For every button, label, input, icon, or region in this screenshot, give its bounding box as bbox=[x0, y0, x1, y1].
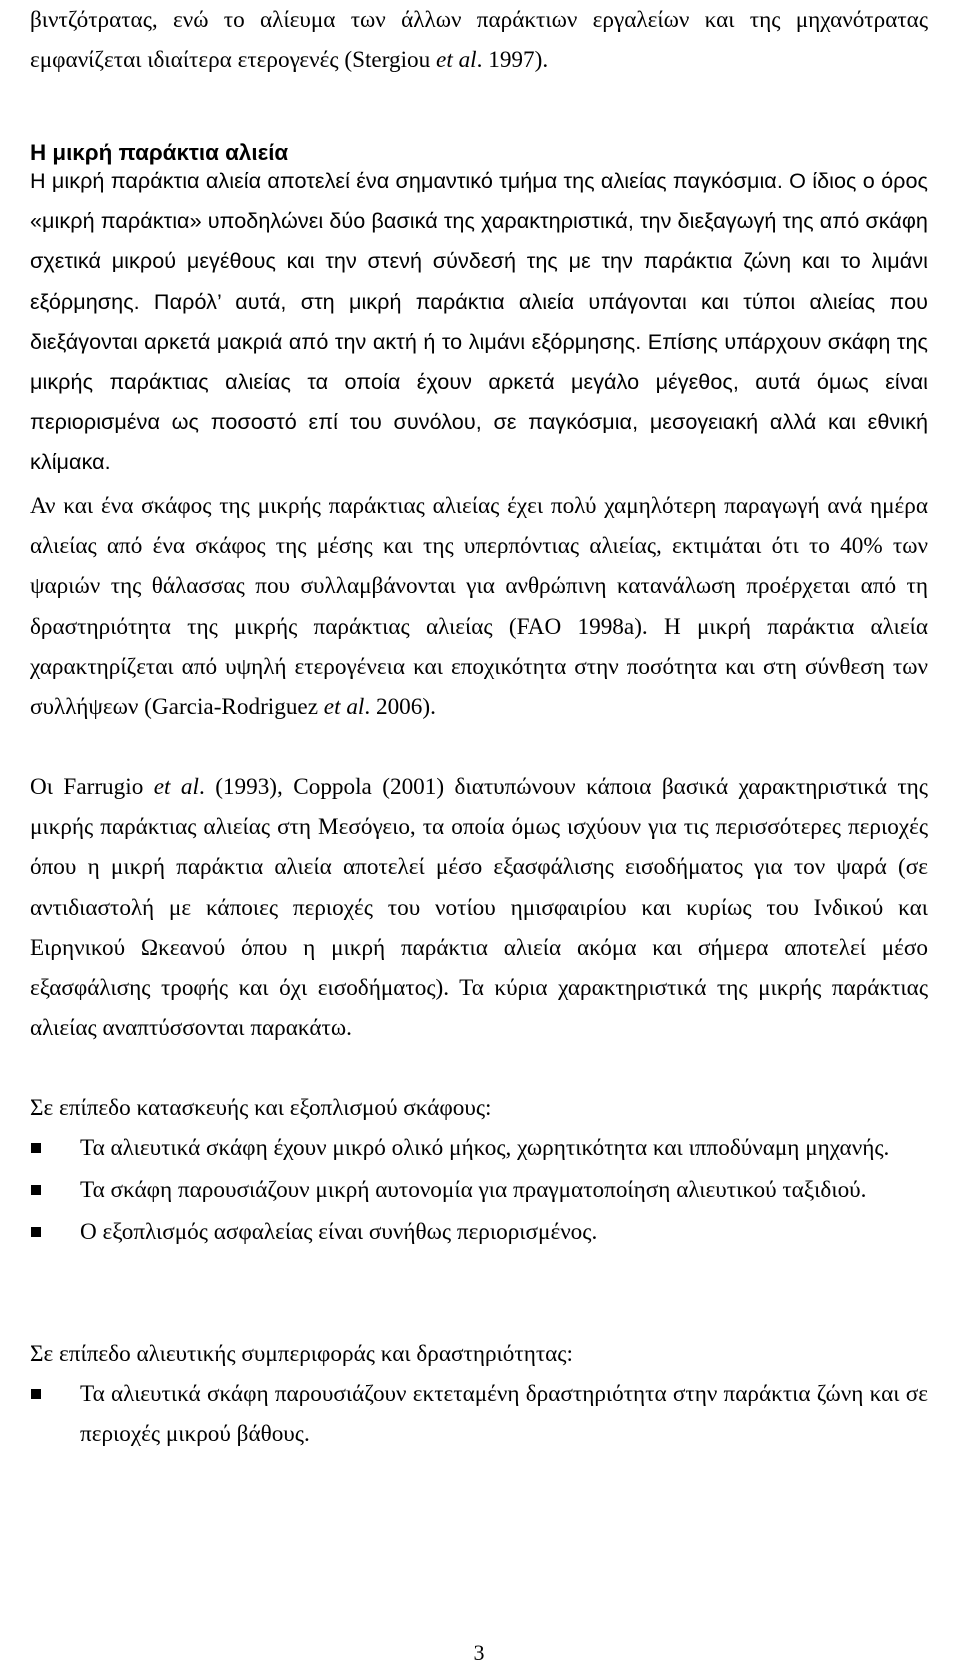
list-item-text: Τα αλιευτικά σκάφη έχουν μικρό ολικό μήκος, χωρητικότητα και ιπποδύναμη μηχανής. bbox=[80, 1135, 890, 1161]
page-number: 3 bbox=[473, 1640, 485, 1665]
paragraph-production bbox=[30, 486, 928, 727]
paragraph-characteristics bbox=[30, 767, 928, 1048]
paragraph-intro: Η μικρή παράκτια αλιεία αποτελεί ένα σημαντικό τμήμα της αλιείας παγκόσμια. Ο ίδιος ο όρος «μικρή παράκτια» υποδηλώνει δύο βασικά της χαρακτηριστικά, την διεξαγωγή της από σκάφη σχετικά μικρού μεγέθους και την στενή σύνδεσή της με την παράκτια ζώνη και το λιμάνι εξόρμησης. Παρόλ’ αυτά, στη μικρή παράκτια αλιεία υπάγονται και τύποι αλιείας που διεξάγονται αρκετά μακριά από την ακτή ή το λιμάνι εξόρμησης. Επίσης υπάρχουν σκάφη της μικρής παράκτιας αλιείας τα οποία έχουν αρκετά μεγάλο μέγεθος, αυτά όμως είναι περιορισμένα ως ποσοστό επί του συνόλου, σε παγκόσμια, μεσογειακή αλλά και εθνική κλίμακα. bbox=[30, 168, 928, 475]
construction-list bbox=[30, 1128, 928, 1255]
list-item-text: Τα σκάφη παρουσιάζουν μικρή αυτονομία για πραγματοποίηση αλιευτικού ταξιδιού. bbox=[80, 1177, 867, 1204]
list-item-text: Τα αλιευτικά σκάφη παρουσιάζουν εκτεταμένη δραστηριότητα στην παράκτια ζώνη και σε περιοχές μικρού βάθους. bbox=[80, 1381, 928, 1448]
square-bullet-icon bbox=[31, 1143, 41, 1153]
square-bullet-icon bbox=[31, 1227, 41, 1237]
paragraph-characteristics-start: Οι Farrugio bbox=[30, 774, 154, 800]
square-bullet-icon bbox=[31, 1185, 41, 1195]
citation-et-al: et al bbox=[436, 47, 477, 74]
continuation-text: βιντζότρατας, ενώ το αλίευμα των άλλων παράκτιων εργαλείων και της μηχανότρατας εμφανίζεται ιδιαίτερα ετερογενές (Stergiou bbox=[30, 7, 928, 74]
list-item bbox=[30, 1374, 928, 1454]
continuation-tail: . 1997). bbox=[476, 47, 549, 74]
construction-intro: Σε επίπεδο κατασκευής και εξοπλισμού σκάφους: bbox=[30, 1095, 492, 1121]
square-bullet-icon bbox=[31, 1389, 41, 1399]
list-item bbox=[30, 1128, 928, 1168]
behaviour-intro: Σε επίπεδο αλιευτικής συμπεριφοράς και δραστηριότητας: bbox=[30, 1341, 573, 1367]
behaviour-list bbox=[30, 1374, 928, 1456]
citation-et-al: et al bbox=[323, 694, 365, 721]
paragraph-characteristics-rest: . (1993), Coppola (2001) διατυπώνουν κάποια βασικά χαρακτηριστικά της μικρής παράκτιας αλιείας στη Μεσόγειο, τα οποία όμως ισχύουν για τις περισσότερες περιοχές όπου η μικρή παράκτια αλιεία αποτελεί μέσο εξασφάλισης εισοδήματος για τον ψαρά (σε αντιδιαστολή με κάποιες περιοχές του νοτίου ημισφαιρίου και κυρίως του Ινδικού και Ειρηνικού Ωκεανού όπου η μικρή παράκτια αλιεία ακόμα και σήμερα αποτελεί μέσο εξασφάλισης τροφής και όχι εισοδήματος). Τα κύρια χαρακτηριστικά της μικρής παράκτιας αλιείας αναπτύσσονται παρακάτω. bbox=[30, 774, 928, 1042]
list-item bbox=[30, 1212, 928, 1252]
section-heading: Η μικρή παράκτια αλιεία bbox=[30, 140, 289, 165]
paragraph-production-text: Αν και ένα σκάφος της μικρής παράκτιας αλιείας έχει πολύ χαμηλότερη παραγωγή ανά ημέρα αλιείας από ένα σκάφος της μέσης και της υπερπόντιας αλιείας, εκτιμάται ότι το 40% των ψαριών της θάλασσας που συλλαμβάνονται για ανθρώπινη κατανάλωση προέρχεται από τη δραστηριότητα της μικρής παράκτιας αλιείας (FAO 1998a). Η μικρή παράκτια αλιεία χαρακτηρίζεται από υψηλή ετερογένεια και εποχικότητα στην ποσότητα και στη σύνθεση των συλλήψεων (Garcia-Rodriguez bbox=[30, 493, 928, 721]
list-item bbox=[30, 1170, 928, 1210]
paragraph-production-tail: . 2006). bbox=[364, 694, 436, 721]
citation-et-al: et al bbox=[153, 774, 199, 800]
list-item-text: Ο εξοπλισμός ασφαλείας είναι συνήθως περιορισμένος. bbox=[80, 1219, 598, 1246]
continuation-paragraph bbox=[30, 0, 928, 80]
